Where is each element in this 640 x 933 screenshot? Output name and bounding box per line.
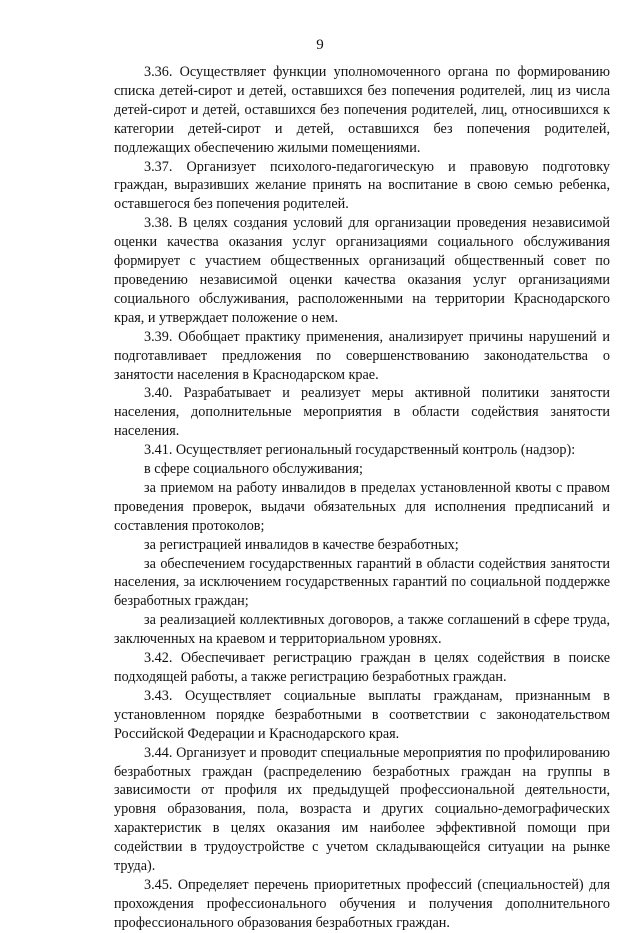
paragraph-3-42: 3.42. Обеспечивает регистрацию граждан в целях содействия в поиске подходящей работы, а также регистрацию безработных граждан. — [114, 650, 610, 685]
paragraph-3-41-item-disabled-registration: за регистрацией инвалидов в качестве безработных; — [144, 536, 459, 553]
paragraph-3-41-item-social-service: в сфере социального обслуживания; — [144, 461, 363, 478]
paragraph-3-41-item-collective-agreements: за реализацией коллективных договоров, а также соглашений в сфере труда, заключенных на краевом и территориальном уровнях. — [114, 612, 610, 648]
paragraph-3-43: 3.43. Осуществляет социальные выплаты гражданам, признанным в установленном порядке безработными в соответствии с законодательством Российской Федерации и Краснодарского края. — [114, 687, 610, 742]
paragraph-3-40: 3.40. Разрабатывает и реализует меры активной политики занятости населения, дополнительные мероприятия в области содействия занятости населения. — [114, 385, 610, 440]
paragraph-3-39: 3.39. Обобщает практику применения, анализирует причины нарушений и подготавливает предложения по совершенствованию законодательства о занятости населения в Краснодарском крае. — [114, 328, 610, 383]
paragraph-3-45: 3.45. Определяет перечень приоритетных профессий (специальностей) для прохождения профессионального обучения и получения дополнительного профессионального образования безработных граждан. — [114, 876, 610, 931]
paragraph-3-38: 3.38. В целях создания условий для организации проведения независимой оценки качества оказания услуг организациями социального обслуживания формирует с участием общественных организаций общественный совет по проведению независимой оценки качества оказания услуг организациями социального обслуживания, расположенными на территории Краснодарского края, и утверждает положение о нем. — [114, 215, 610, 326]
paragraph-3-41-item-disabled-quota: за приемом на работу инвалидов в пределах установленной квоты с правом проведения проверок, выдачи обязательных для исполнения предписаний и составления протоколов; — [114, 479, 610, 534]
paragraph-3-41-item-state-guarantees: за обеспечением государственных гарантий в области содействия занятости населения, за исключением государственных гарантий по социальной поддержке безработных граждан; — [114, 555, 610, 610]
paragraph-3-36: 3.36. Осуществляет функции уполномоченного органа по формированию списка детей-сирот и детей, оставшихся без попечения родителей, лиц из числа детей-сирот и детей, оставшихся без попечения родителей, лиц, относившихся к категории детей-сирот и детей, оставшихся без попечения родителей, подлежащих обеспечению жилыми помещениями. — [114, 64, 610, 156]
document-body — [114, 63, 610, 933]
paragraph-3-37: 3.37. Организует психолого-педагогическую и правовую подготовку граждан, выразивших желание принять на воспитание в свою семью ребенка, оставшегося без попечения родителей. — [114, 158, 610, 213]
paragraph-3-41: 3.41. Осуществляет региональный государственный контроль (надзор): — [144, 442, 576, 459]
paragraph-3-44: 3.44. Организует и проводит специальные мероприятия по профилированию безработных граждан (распределению безработных граждан на группы в зависимости от профиля их предыдущей профессиональной деятельности, уровня образования, пола, возраста и других социально-демографических характеристик в целях оказания им наиболее эффективной помощи при содействии в трудоустройстве с учетом складывающейся ситуации на рынке труда). — [114, 744, 610, 875]
page-number: 9 — [316, 37, 324, 53]
